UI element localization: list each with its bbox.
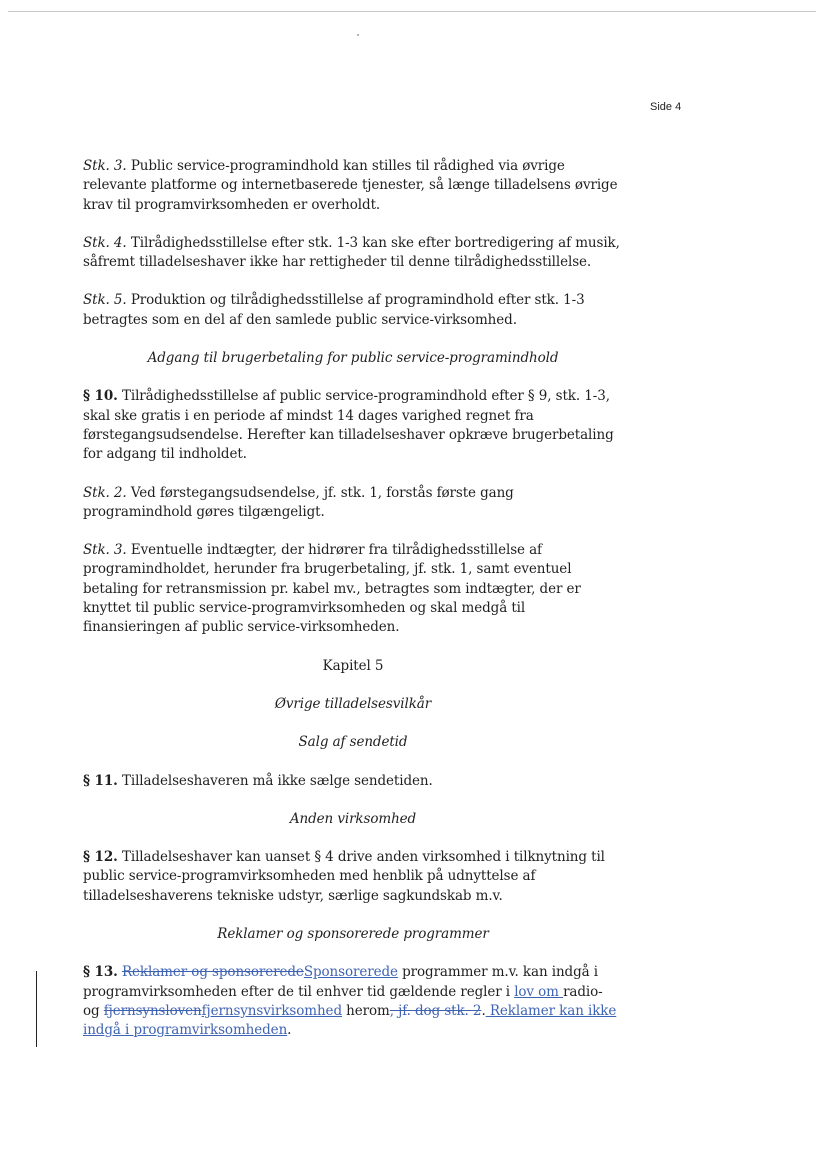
paragraph-text: programmer m.v. kan indgå i programvirksomheden efter de til enhver tid gældende regler i [83, 964, 598, 1000]
paragraph-text: Eventuelle indtægter, der hidrører fra tilrådighedsstillelse af programindholdet, herunder fra brugerbetaling, jf. stk. 1, samt eventuel betaling for retransmission pr. kabel mv., betragtes som indtægter, der er knyttet til public service-programvirksomheden og skal medgå til finansieringen af public service-virksomheden. [83, 542, 581, 636]
heading-anden-virksomhed: Anden virksomhed [289, 810, 417, 827]
paragraph-p10-stk2 [83, 484, 623, 523]
inserted-text: lov om [514, 983, 564, 1000]
paragraph-text: Produktion og tilrådighedsstillelse af programindhold efter stk. 1-3 betragtes som en del af den samlede public service-virksomhed. [83, 292, 585, 328]
paragraph-text: Public service-programindhold kan stilles til rådighed via øvrige relevante platforme og internetbaserede tjenester, så længe tilladelsens øvrige krav til programvirksomheden er overholdt. [83, 158, 618, 213]
paragraph-p9-stk4 [83, 234, 623, 273]
paragraph-text: Tilladelseshaver kan uanset § 4 drive anden virksomhed i tilknytning til public service-programvirksomheden med henblik på udnyttelse af tilladelseshaverens tekniske udstyr, særlige sagkundskab m.v. [83, 849, 605, 904]
heading-brugerbetaling: Adgang til brugerbetaling for public service-programindhold [147, 350, 559, 367]
inserted-text: Reklamer kan ikke indgå i programvirksomheden [83, 1002, 617, 1039]
top-rule [8, 11, 816, 12]
paragraph-text: Tilrådighedsstillelse af public service-programindhold efter § 9, stk. 1-3, skal ske gratis i en periode af mindst 14 dages varighed regnet fra førstegangsudsendelse. Herefter kan tilladelseshaver opkræve brugerbetaling for adgang til indholdet. [83, 388, 614, 463]
paragraph-text: Tilrådighedsstillelse efter stk. 1-3 kan ske efter bortredigering af musik, såfremt tilladelseshaver ikke har rettigheder til denne tilrådighedsstillelse. [83, 234, 620, 271]
heading-salg-af-sendetid: Salg af sendetid [298, 734, 408, 751]
paragraph-p10 [83, 387, 623, 464]
heading-oevrige-vilkaar: Øvrige tilladelsesvilkår [274, 695, 432, 712]
section-label: § 13. [83, 964, 118, 981]
document-body [83, 157, 623, 1060]
paragraph-text: herom [341, 1002, 390, 1019]
stk-label: Stk. 5. [83, 292, 127, 309]
section-label: § 12. [83, 849, 118, 866]
paragraph-p9-stk3 [83, 157, 623, 215]
paragraph-text: radio- og [83, 983, 603, 1019]
page-number: Side 4 [650, 101, 682, 113]
stk-label: Stk. 2. [83, 484, 127, 501]
section-label: § 10. [83, 388, 118, 405]
deleted-text: , jf. dog stk. 2 [389, 1002, 482, 1019]
paragraph-text: . [287, 1022, 292, 1039]
chapter-heading: Kapitel 5 [322, 657, 384, 674]
stk-label: Stk. 3. [83, 158, 127, 174]
paragraph-text: . [481, 1002, 486, 1019]
paragraph-p12 [83, 848, 623, 906]
scan-speck [357, 34, 359, 36]
paragraph-p11 [83, 772, 623, 791]
inserted-text: fjernsynsvirksomhed [201, 1002, 342, 1019]
heading-reklamer: Reklamer og sponsorerede programmer [217, 926, 489, 943]
paragraph-p10-stk3 [83, 541, 623, 637]
deleted-text: fjernsynsloven [103, 1002, 202, 1019]
paragraph-text: Tilladelseshaveren må ikke sælge sendetiden. [117, 772, 433, 789]
section-label: § 11. [83, 772, 118, 789]
paragraph-p13 [83, 963, 623, 1040]
deleted-text: Reklamer og sponsorerede [121, 964, 304, 981]
paragraph-p9-stk5 [83, 291, 623, 330]
stk-label: Stk. 3. [83, 542, 127, 559]
paragraph-text: Ved førstegangsudsendelse, jf. stk. 1, forstås første gang programindhold gøres tilgængeligt. [83, 484, 514, 520]
inserted-text: Sponsorerede [303, 964, 398, 981]
change-bar [36, 971, 37, 1047]
stk-label: Stk. 4. [83, 234, 127, 251]
